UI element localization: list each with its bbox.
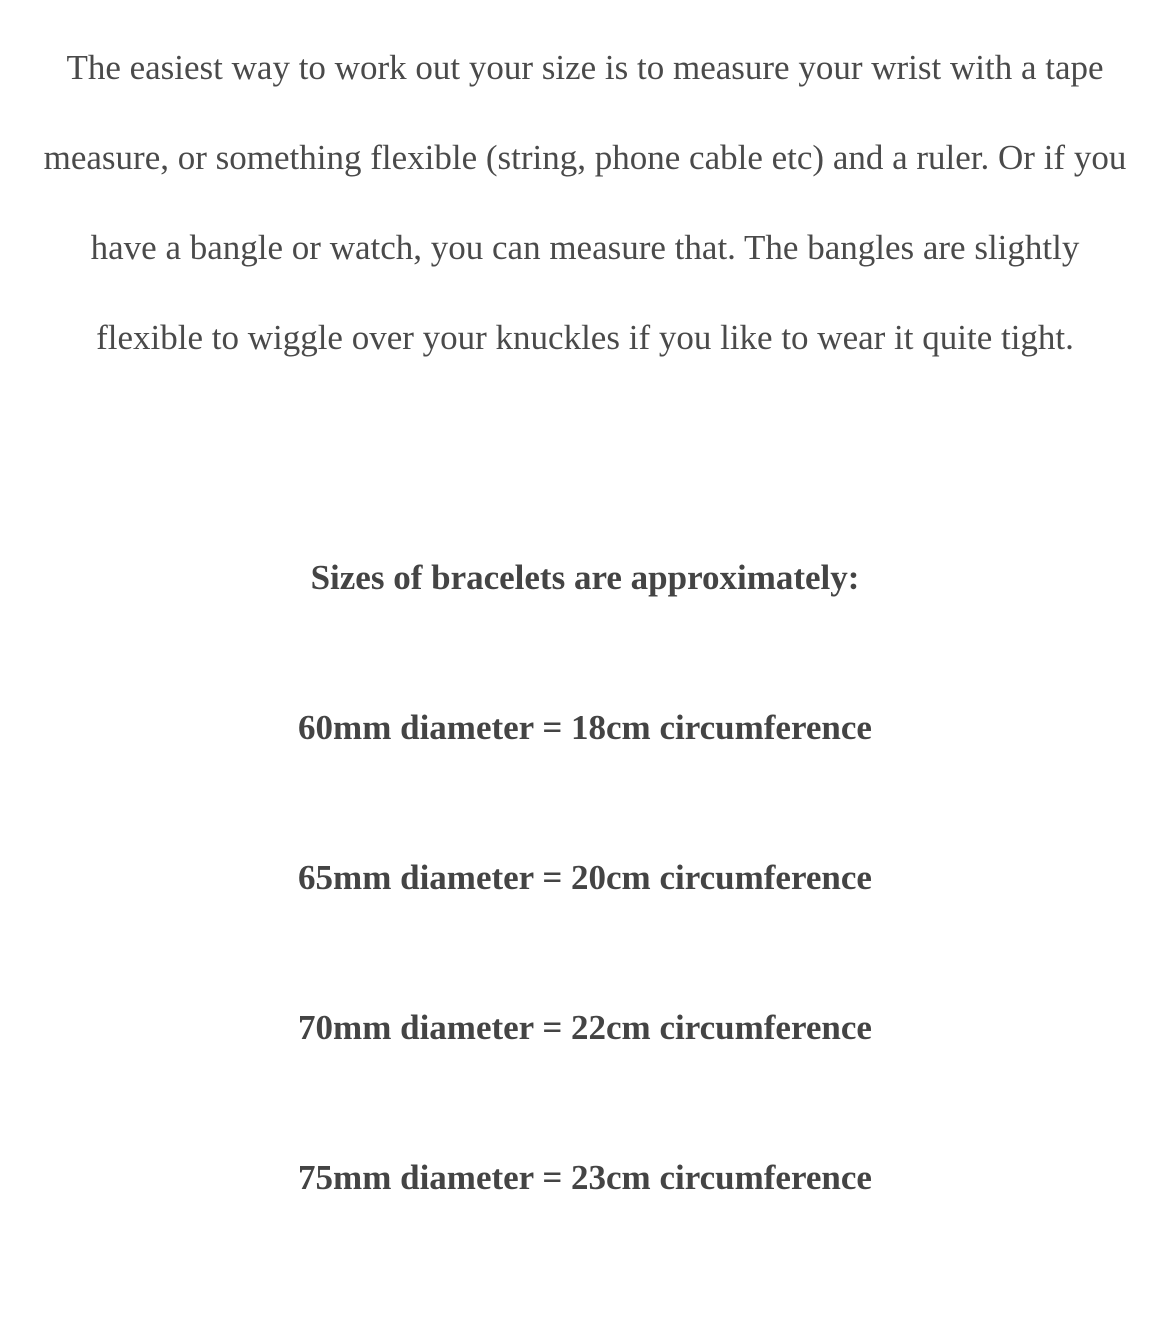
sizes-heading: Sizes of bracelets are approximately:	[310, 558, 860, 597]
size-row-65mm: 65mm diameter = 20cm circumference	[298, 858, 872, 897]
size-list	[0, 702, 1170, 1302]
size-row-75mm: 75mm diameter = 23cm circumference	[298, 1158, 872, 1197]
size-row-70mm: 70mm diameter = 22cm circumference	[298, 1008, 872, 1047]
size-row-60mm: 60mm diameter = 18cm circumference	[298, 708, 872, 747]
intro-paragraph: The easiest way to work out your size is to measure your wrist with a tape measure, or something flexible (string, phone cable etc) and a ruler. Or if you have a bangle or watch, you can measure that. The bangles are slightly flexible to wiggle over your knuckles if you like to wear it quite tight.	[43, 48, 1127, 357]
